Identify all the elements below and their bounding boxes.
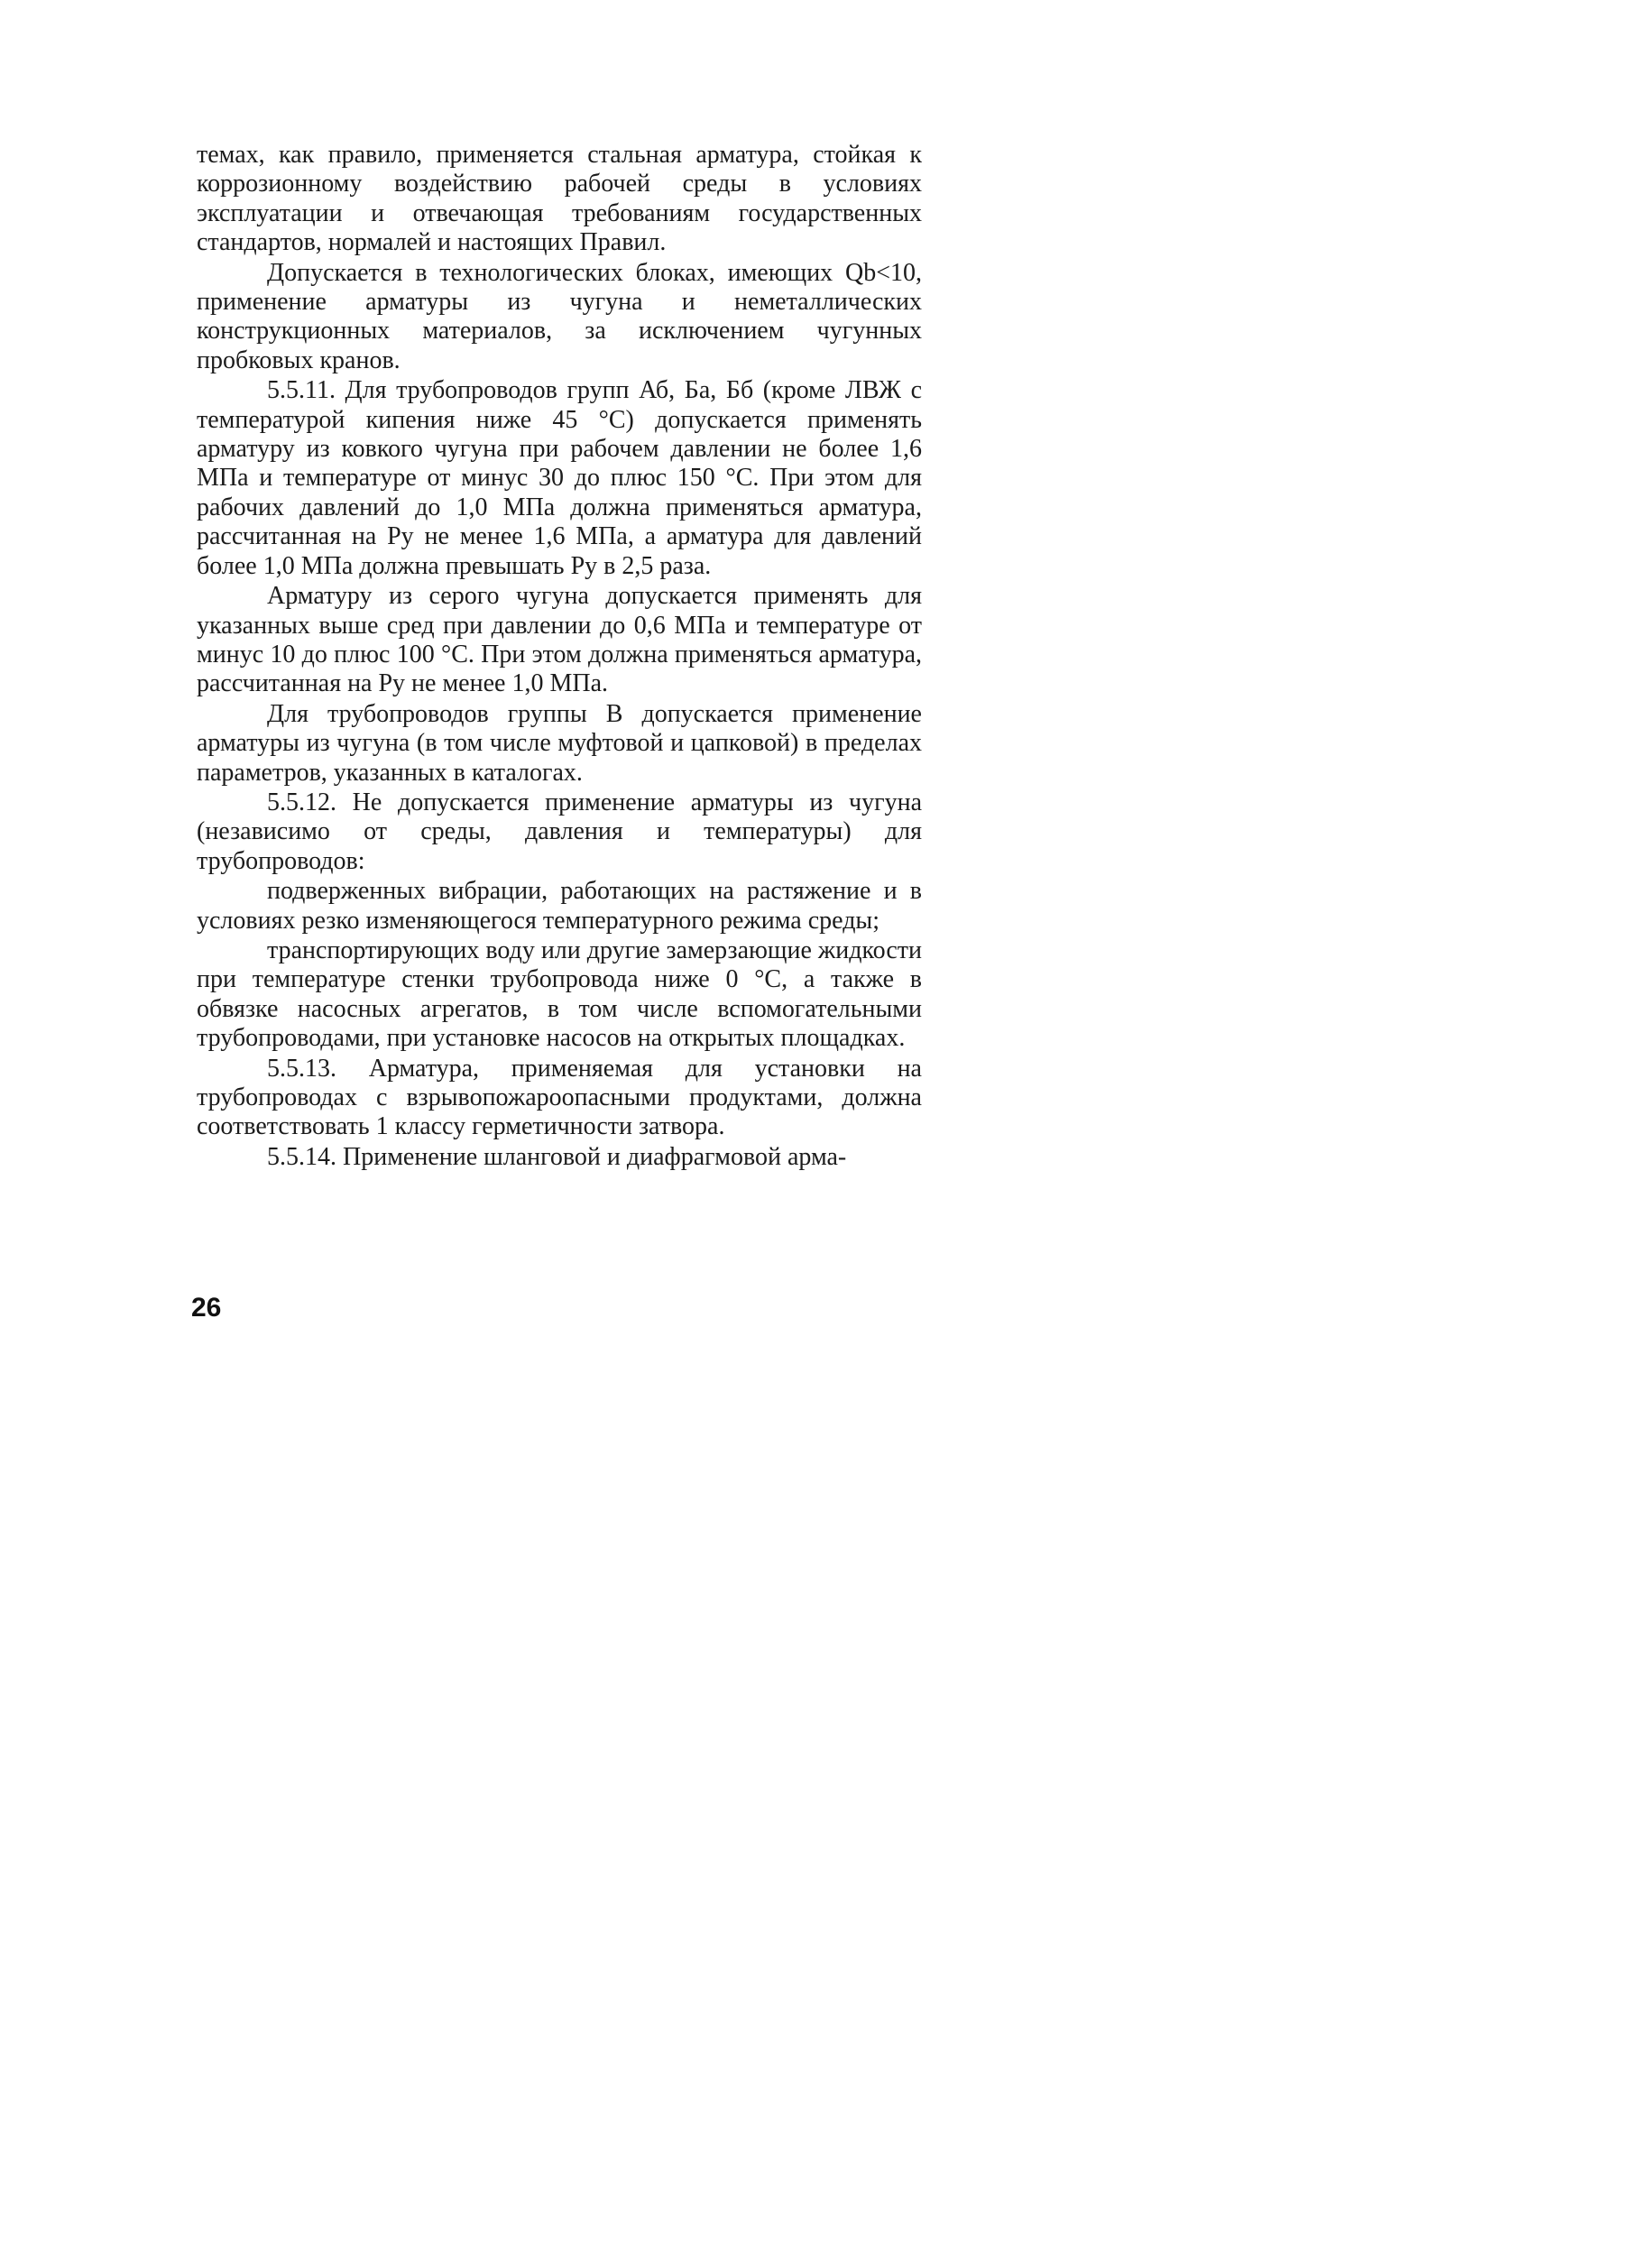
- list-item-freezing-liquids: транспортирующих воду или другие замерзающие жидкости при температуре стенки трубопровода ниже 0 °С, а также в обвязке насосных агрегатов, в том числе вспомогательными трубопроводами, при установке насосов на открытых площадках.: [197, 936, 922, 1053]
- paragraph-5-5-14: 5.5.14. Применение шланговой и диафрагмовой арма-: [267, 1142, 847, 1171]
- paragraph-5-5-13: 5.5.13. Арматура, применяемая для установки на трубопроводах с взрывопожароопасными продуктами, должна соответствовать 1 классу герметичности затвора.: [197, 1054, 922, 1141]
- paragraph-cast-iron-allowance: Допускается в технологических блоках, имеющих Qb<10, применение арматуры из чугуна и неметаллических конструкционных материалов, за исключением чугунных пробковых кранов.: [197, 258, 922, 374]
- paragraph-5-5-12: 5.5.12. Не допускается применение арматуры из чугуна (независимо от среды, давления и температуры) для трубопроводов:: [197, 788, 922, 875]
- list-item-vibration: подверженных вибрации, работающих на растяжение и в условиях резко изменяющегося температурного режима среды;: [197, 877, 922, 935]
- document-page: [0, 0, 1020, 1420]
- paragraph-continuation: темах, как правило, применяется стальная арматура, стойкая к коррозионному воздействию рабочей среды в условиях эксплуатации и отвечающая требованиям государственных стандартов, нормалей и настоящих Правил.: [197, 141, 922, 257]
- page-number: 26: [191, 1293, 222, 1323]
- paragraph-grey-cast-iron: Арматуру из серого чугуна допускается применять для указанных выше сред при давлении до 0,6 МПа и температуре от минус 10 до плюс 100 °С. При этом должна применяться арматура, рассчитанная на Pу не менее 1,0 МПа.: [197, 582, 922, 698]
- paragraph-group-v-pipelines: Для трубопроводов группы В допускается применение арматуры из чугуна (в том числе муфтовой и цапковой) в пределах параметров, указанных в каталогах.: [197, 699, 922, 787]
- paragraph-5-5-11: 5.5.11. Для трубопроводов групп Аб, Ба, Бб (кроме ЛВЖ с температурой кипения ниже 45 °С) допускается применять арматуру из ковкого чугуна при рабочем давлении не более 1,6 МПа и температуре от минус 30 до плюс 150 °С. При этом для рабочих давлений до 1,0 МПа должна применяться арматура, рассчитанная на Pу не менее 1,6 МПа, а арматура для давлений более 1,0 МПа должна превышать Pу в 2,5 раза.: [197, 376, 922, 580]
- body-text: [197, 141, 922, 1173]
